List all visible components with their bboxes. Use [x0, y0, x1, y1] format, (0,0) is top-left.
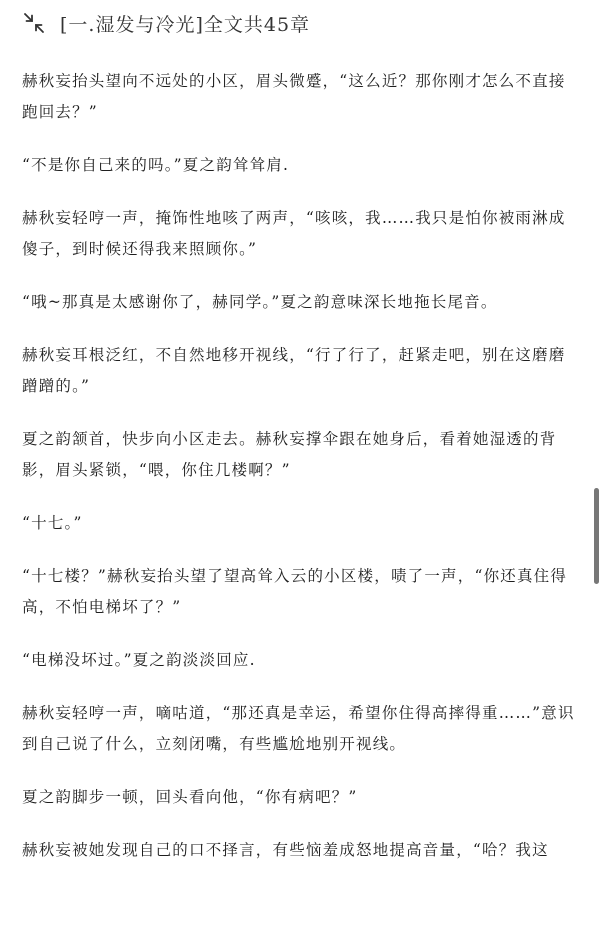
chapter-title: [一.湿发与冷光]全文共45章 — [60, 13, 311, 36]
chapter-header — [22, 6, 310, 40]
paragraph: 赫秋妄抬头望向不远处的小区，眉头微蹙，“这么近？那你刚才怎么不直接跑回去？” — [22, 72, 566, 121]
paragraph: 赫秋妄耳根泛红，不自然地移开视线，“行了行了，赶紧走吧，别在这磨磨蹭蹭的。” — [22, 346, 566, 395]
paragraph: “十七。” — [22, 514, 83, 532]
paragraph: “不是你自己来的吗。”夏之韵耸耸肩. — [22, 156, 290, 174]
paragraph: 赫秋妄轻哼一声，嘀咕道，“那还真是幸运，希望你住得高摔得重……”意识到自己说了什么，立刻闭嘴，有些尴尬地别开视线。 — [22, 704, 575, 753]
paragraph: “十七楼？”赫秋妄抬头望了望高耸入云的小区楼，啧了一声，“你还真住得高，不怕电梯坏了？” — [22, 567, 568, 616]
collapse-arrows-icon[interactable] — [22, 11, 46, 35]
paragraph: “哦~那真是太感谢你了，赫同学。”夏之韵意味深长地拖长尾音。 — [22, 293, 498, 311]
paragraph: 夏之韵脚步一顿，回头看向他，“你有病吧？” — [22, 788, 358, 806]
paragraph: 赫秋妄被她发现自己的口不择言，有些恼羞成怒地提高音量，“哈？我这 — [22, 841, 549, 859]
paragraph: 夏之韵颔首，快步向小区走去。赫秋妄撑伞跟在她身后，看着她湿透的背影，眉头紧锁，“喂，你住几楼啊？” — [22, 430, 557, 479]
scrollbar-thumb[interactable] — [594, 488, 599, 584]
chapter-body — [22, 66, 582, 888]
paragraph: 赫秋妄轻哼一声，掩饰性地咳了两声，“咳咳，我……我只是怕你被雨淋成傻子，到时候还得我来照顾你。” — [22, 209, 566, 258]
paragraph: “电梯没坏过。”夏之韵淡淡回应. — [22, 651, 256, 669]
